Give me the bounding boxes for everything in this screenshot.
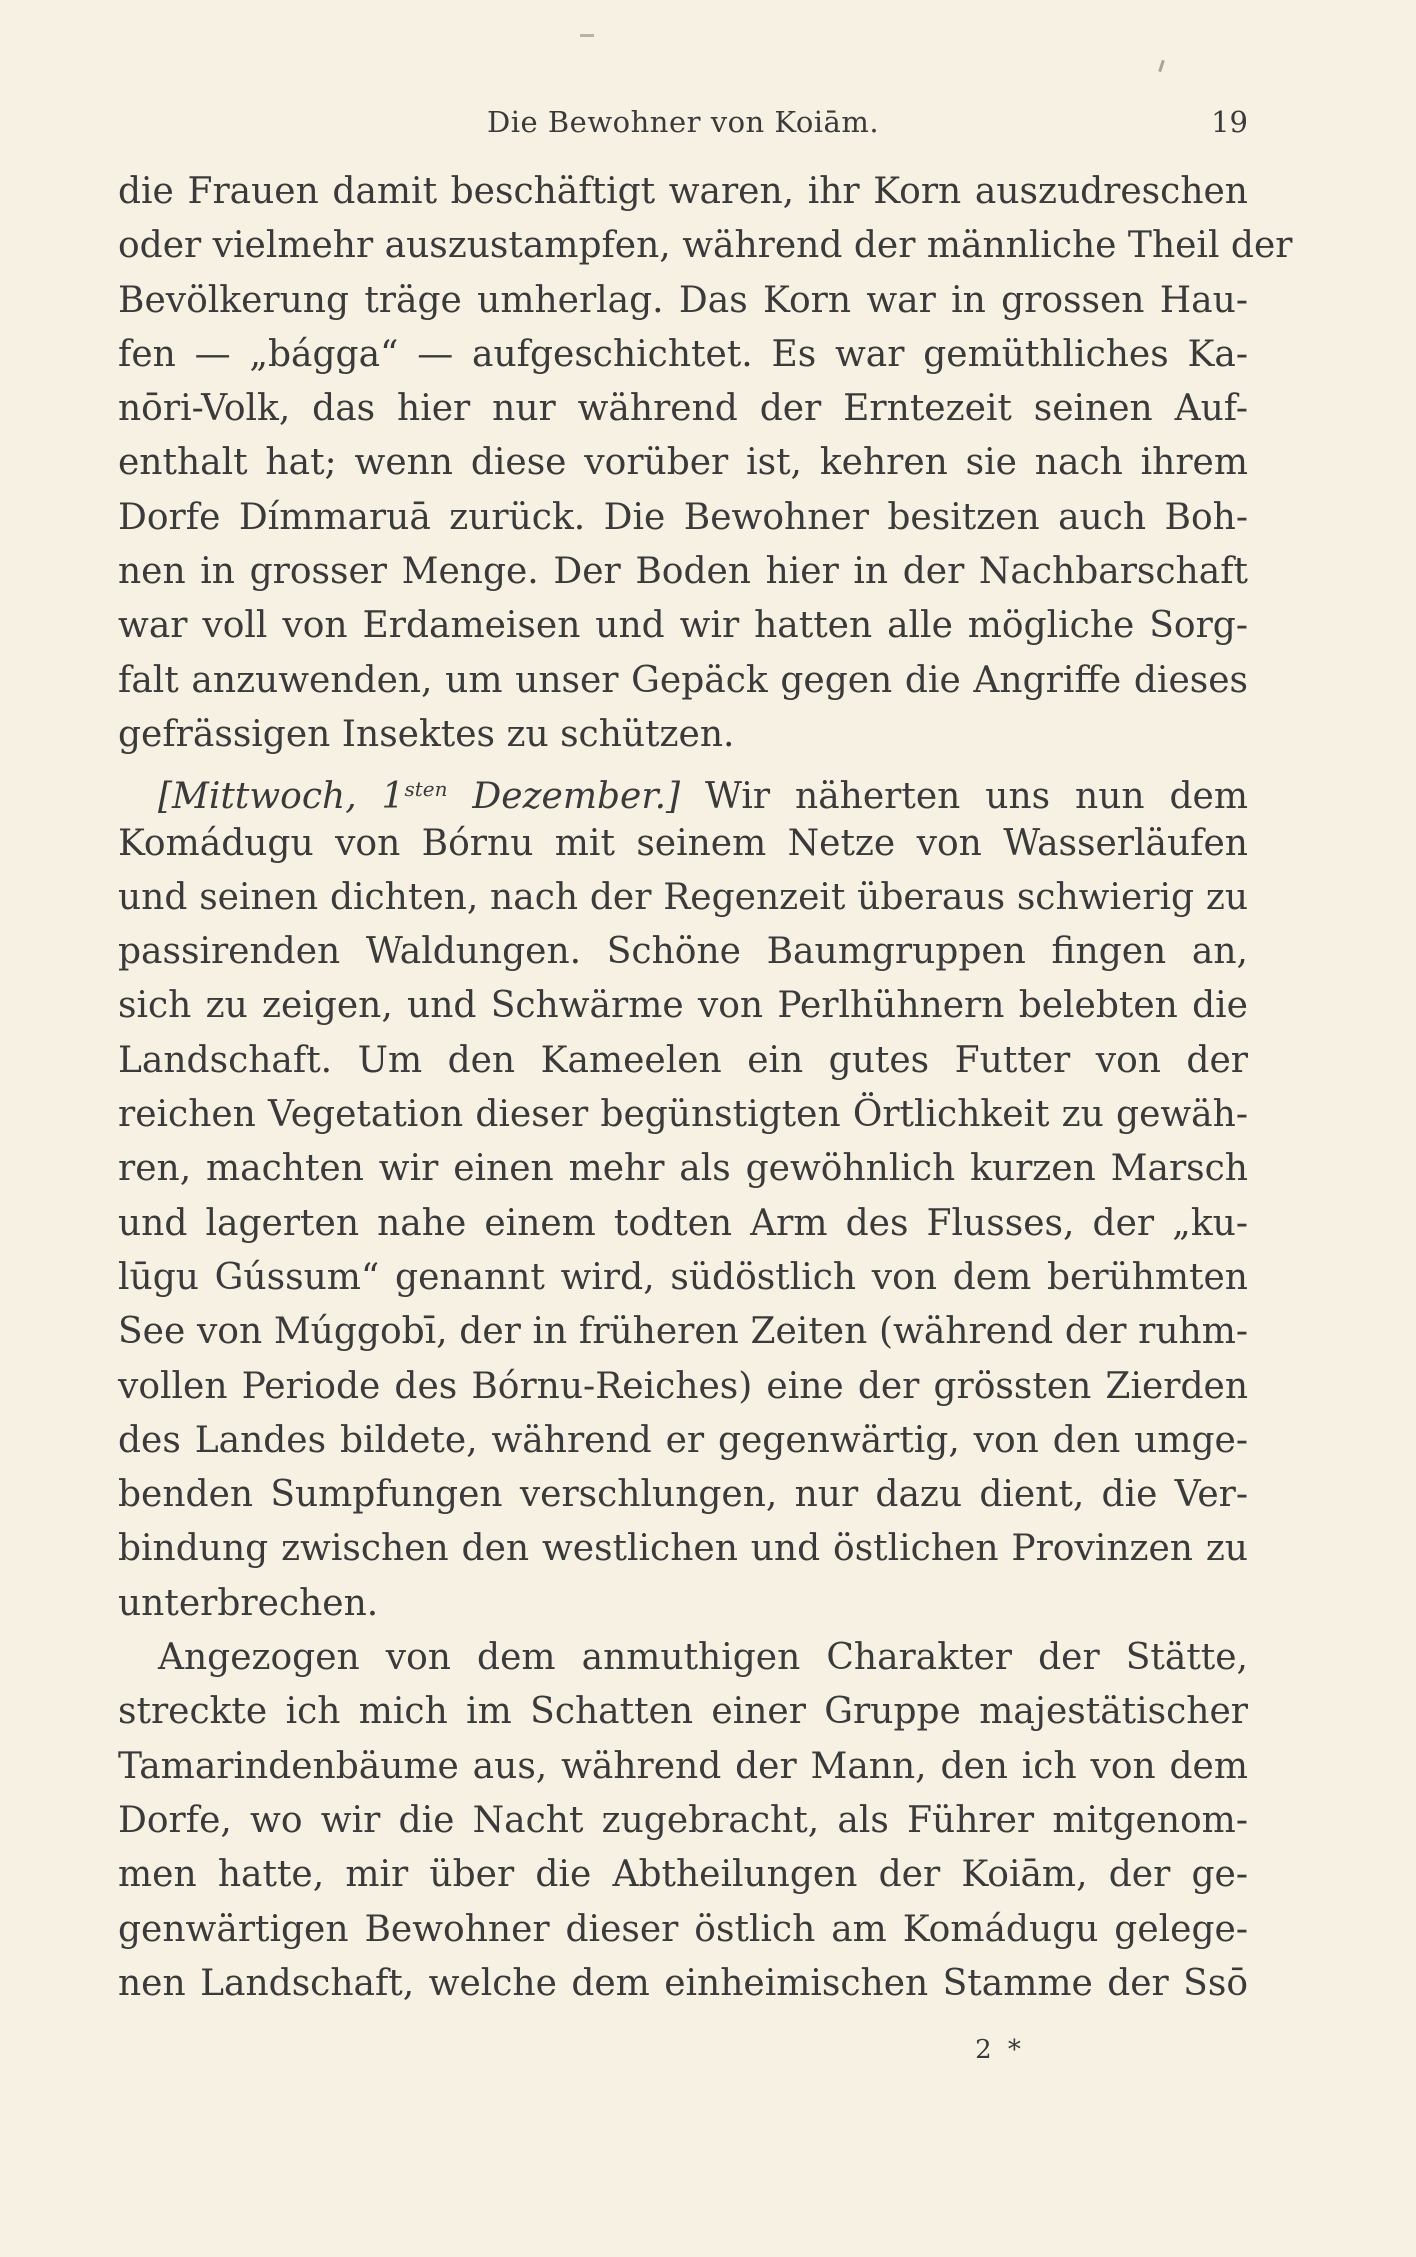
text-line: Dorfe Dímmaruā zurück. Die Bewohner besitzen auch Boh- [118, 496, 1248, 538]
text-line: nen Landschaft, welche dem einheimischen Stamme der Ssō [118, 1962, 1248, 2004]
text-line: streckte ich mich im Schatten einer Gruppe majestätischer [118, 1691, 1248, 1733]
date-heading [158, 776, 680, 817]
date-heading-open: [Mittwoch, 1 [158, 776, 405, 818]
text-line: Tamarindenbäume aus, während der Mann, den ich von dem [118, 1745, 1248, 1787]
text-line: falt anzuwenden, um unser Gepäck gegen die Angriffe dieses [118, 659, 1248, 701]
text-line: bindung zwischen den westlichen und östlichen Provinzen zu [118, 1528, 1248, 1570]
text-line: reichen Vegetation dieser begünstigten Örtlichkeit zu gewäh- [118, 1094, 1248, 1136]
body-text [118, 165, 1293, 2011]
text-line: enthalt hat; wenn diese vorüber ist, kehren sie nach ihrem [118, 442, 1248, 484]
text-line: die Frauen damit beschäftigt waren, ihr Korn auszudreschen [118, 171, 1248, 212]
text-line: Komádugu von Bórnu mit seinem Netze von Wasserläufen [118, 822, 1248, 864]
text-line: Dorfe, wo wir die Nacht zugebracht, als Führer mitgenom- [118, 1799, 1248, 1841]
running-head [118, 100, 1248, 144]
text-line: gefrässigen Insektes zu schützen. [118, 713, 735, 755]
text-line: nen in grosser Menge. Der Boden hier in der Nachbarschaft [118, 551, 1248, 593]
text-line: Angezogen von dem anmuthigen Charakter der Stätte, [158, 1637, 1248, 1679]
date-heading-line [118, 762, 1248, 816]
text-line: genwärtigen Bewohner dieser östlich am Komádugu gelege- [118, 1908, 1248, 1950]
date-heading-rest: Wir näherten uns nun dem [680, 776, 1248, 818]
text-line: und seinen dichten, nach der Regenzeit überaus schwierig zu [118, 876, 1248, 918]
text-line: benden Sumpfungen verschlungen, nur dazu dient, die Ver- [118, 1474, 1248, 1516]
text-line: des Landes bildete, während er gegenwärtig, von den umge- [118, 1419, 1248, 1461]
text-line: unterbrechen. [118, 1582, 379, 1624]
page-number: 19 [1211, 105, 1248, 139]
text-line: war voll von Erdameisen und wir hatten alle mögliche Sorg- [118, 605, 1248, 647]
text-line: nōri-Volk, das hier nur während der Erntezeit seinen Auf- [118, 388, 1248, 430]
text-line: sich zu zeigen, und Schwärme von Perlhühnern belebten die [118, 985, 1248, 1027]
text-line: und lagerten nahe einem todten Arm des Flusses, der „ku- [118, 1202, 1248, 1244]
text-line: See von Múggobī, der in früheren Zeiten (während der ruhm- [118, 1311, 1248, 1353]
running-head-title: Die Bewohner von Koiām. [486, 105, 880, 139]
date-heading-sup: sten [404, 777, 448, 802]
page-blemish [1158, 60, 1165, 72]
text-line: oder vielmehr auszustampfen, während der männliche Theil der [118, 225, 1293, 267]
text-line: Landschaft. Um den Kameelen ein gutes Futter von der [118, 1039, 1248, 1081]
text-line: ren, machten wir einen mehr als gewöhnlich kurzen Marsch [118, 1148, 1248, 1190]
page-blemish [580, 34, 594, 37]
text-line: vollen Periode des Bórnu-Reiches) eine der grössten Zierden [118, 1365, 1248, 1407]
date-heading-close: Dezember.] [447, 776, 681, 818]
text-line: fen — „bágga“ — aufgeschichtet. Es war gemüthliches Ka- [118, 333, 1248, 375]
text-line: Bevölkerung träge umherlag. Das Korn war in grossen Hau- [118, 279, 1248, 321]
text-line: lūgu Gússum“ genannt wird, südöstlich von dem berühmten [118, 1256, 1248, 1298]
signature-mark: 2 * [975, 2035, 1025, 2065]
text-line: men hatte, mir über die Abtheilungen der Koiām, der ge- [118, 1854, 1248, 1896]
text-line: passirenden Waldungen. Schöne Baumgruppen fingen an, [118, 931, 1248, 973]
